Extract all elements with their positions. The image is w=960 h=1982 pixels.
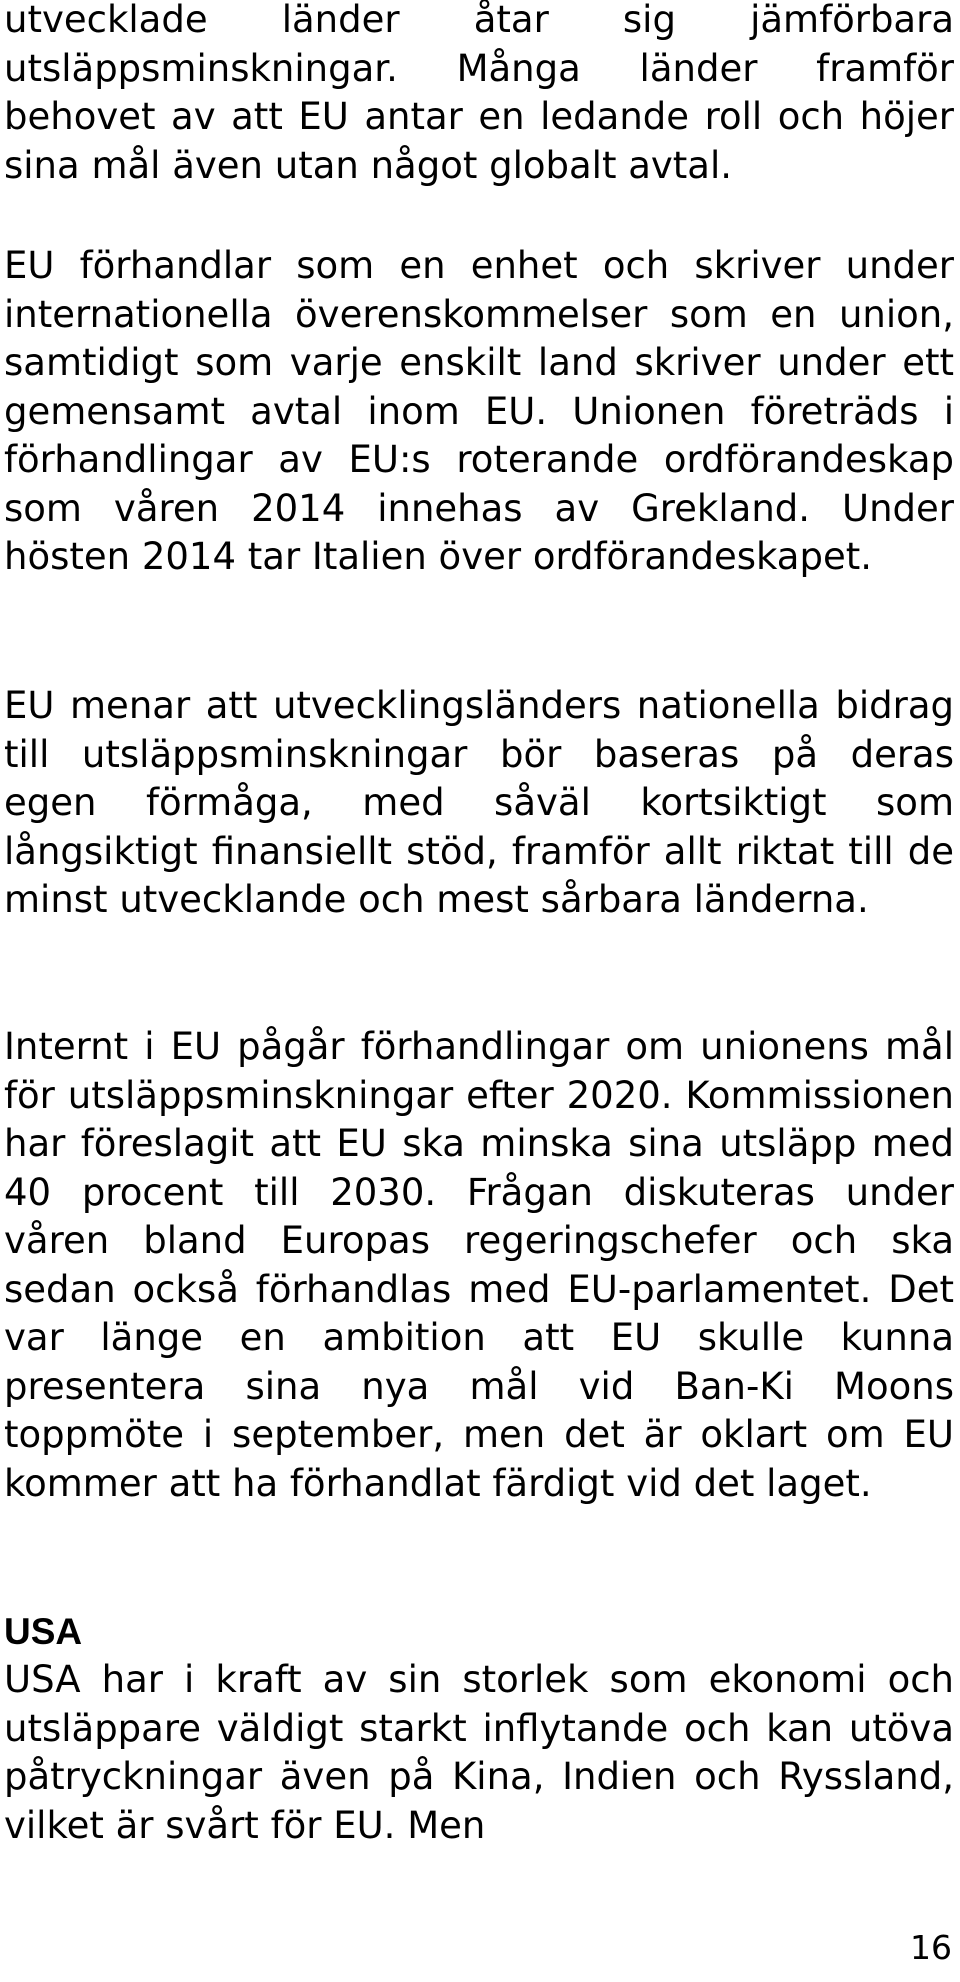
paragraph-eu-ambition: utvecklade länder åtar sig jämförbara utsläppsminskningar. Många länder framför behovet av att EU antar en ledande roll och höjer sina mål även utan något globalt avtal. [4,0,954,187]
paragraph-eu-negotiation: EU förhandlar som en enhet och skriver under internationella överenskommelser som en union, samtidigt som varje enskilt land skriver under ett gemensamt avtal inom EU. Unionen företräds i förhandlingar av EU:s roterande ordförandeskap som våren 2014 innehas av Grekland. Under hösten 2014 tar Italien över ordförandeskapet. [4,244,954,578]
paragraph-usa: USA har i kraft av sin storlek som ekonomi och utsläppare väldigt starkt inflytande och kan utöva påtryckningar även på Kina, Indien och Ryssland, vilket är svårt för EU. Men [4,1658,954,1847]
section-heading-usa: USA [4,1611,83,1652]
page-number: 16 [910,1928,952,1967]
paragraph-developing-countries: EU menar att utvecklingsländers nationella bidrag till utsläppsminskningar bör baseras på deras egen förmåga, med såväl kortsiktigt som långsiktigt finansiellt stöd, framför allt riktat till de minst utvecklande och mest sårbara länderna. [4,684,954,921]
paragraph-internal-eu-targets: Internt i EU pågår förhandlingar om unionens mål för utsläppsminskningar efter 2020. Kommissionen har föreslagit att EU ska minska sina utsläpp med 40 procent till 2030. Frågan diskuteras under våren bland Europas regeringschefer och ska sedan också förhandlas med EU-parlamentet. Det var länge en ambition att EU skulle kunna presentera sina nya mål vid Ban-Ki Moons toppmöte i september, men det är oklart om EU kommer att ha förhandlat färdigt vid det laget. [4,1025,954,1505]
